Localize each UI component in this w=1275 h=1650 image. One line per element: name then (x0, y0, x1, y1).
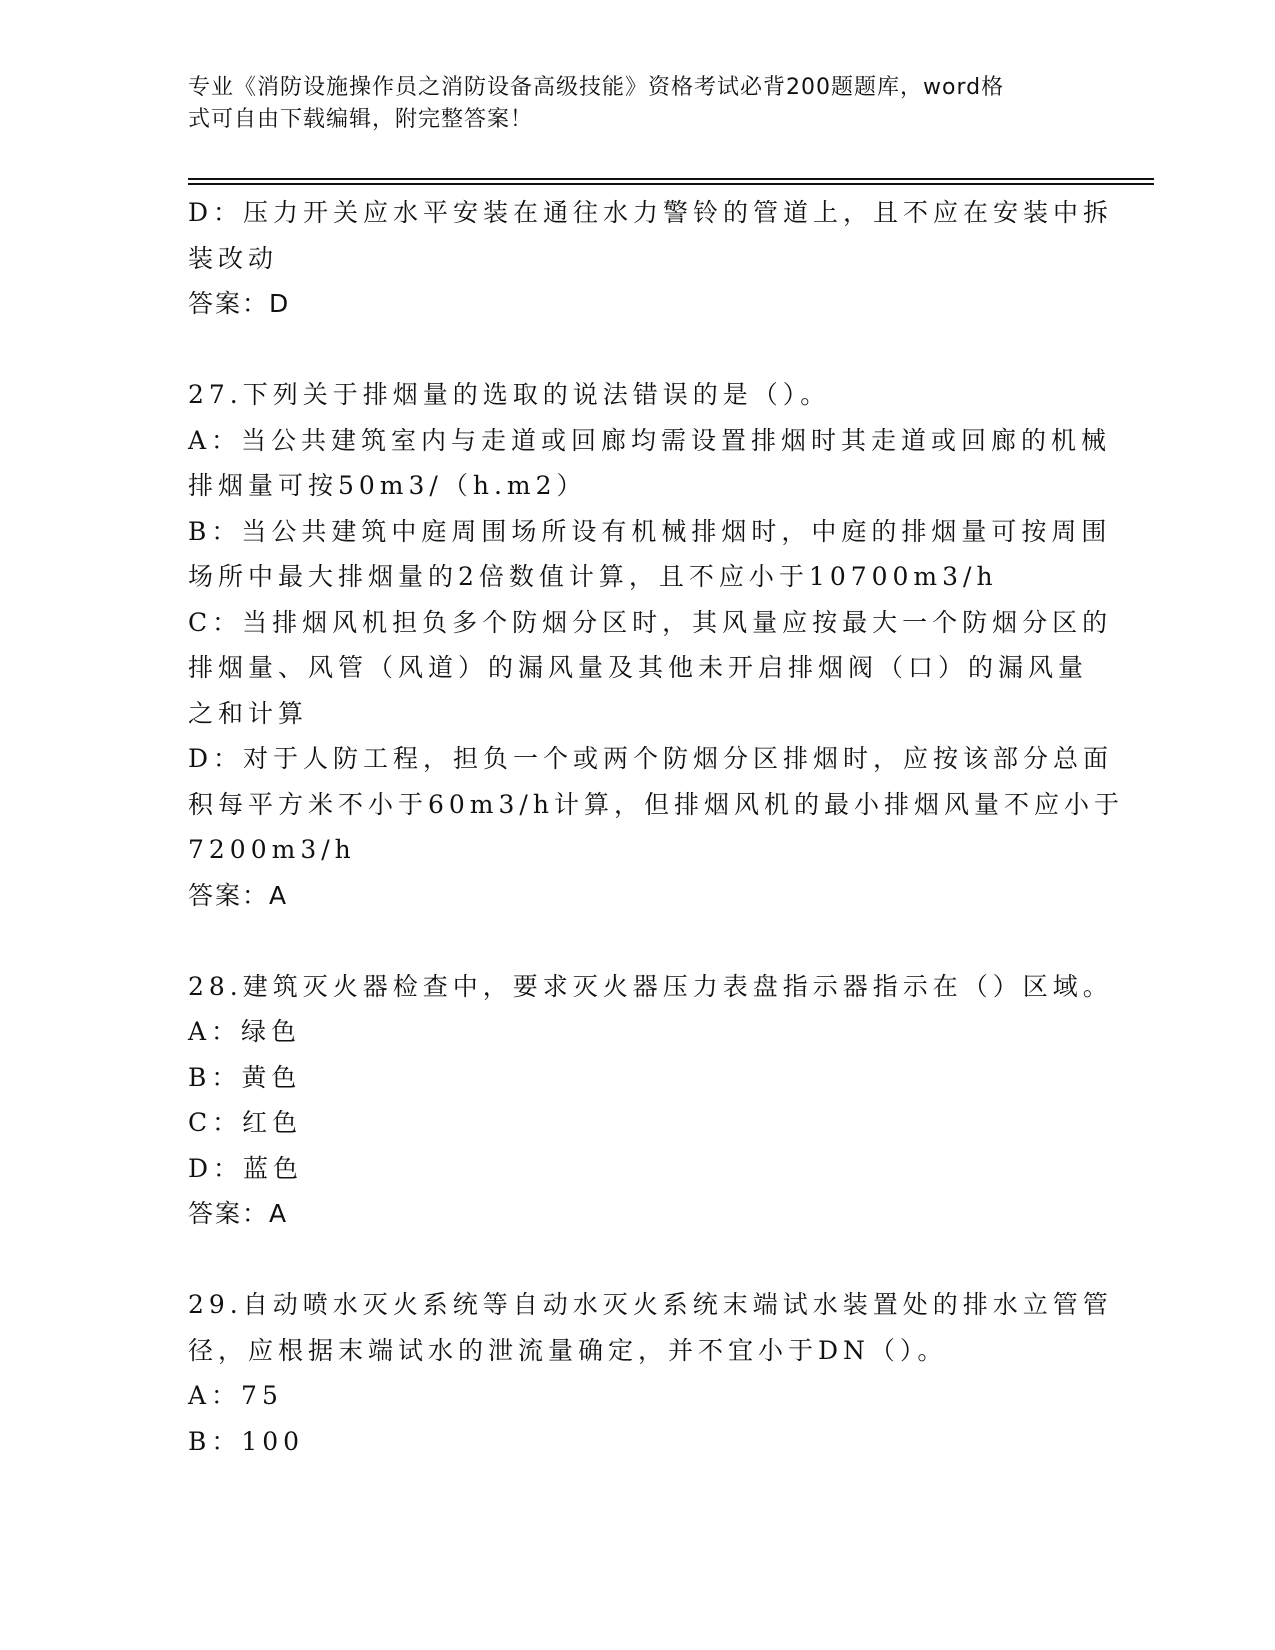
question-27-option-b-line-1: B：当公共建筑中庭周围场所设有机械排烟时，中庭的排烟量可按周围 (188, 516, 1112, 546)
question-29-option-b: B：100 (188, 1426, 305, 1456)
question-29-stem-line-1: 29.自动喷水灭火系统等自动水灭火系统末端试水装置处的排水立管管 (188, 1290, 1113, 1319)
question-27-option-a-line-1: A：当公共建筑室内与走道或回廊均需设置排烟时其走道或回廊的机械 (188, 425, 1112, 455)
document-header (188, 72, 1068, 136)
spacer (188, 1237, 1088, 1283)
header-line-1: 专业《消防设施操作员之消防设备高级技能》资格考试必背200题题库，word格 (188, 75, 1005, 100)
question-27-option-c-line-2: 排烟量、风管（风道）的漏风量及其他未开启排烟阀（口）的漏风量 (188, 653, 1089, 682)
option-d-line-2: 装改动 (188, 243, 279, 273)
question-28-answer: 答案：A (188, 1199, 289, 1228)
header-divider-bottom (188, 183, 1154, 185)
question-27-option-a-line-2: 排烟量可按50m3/（h.m2） (188, 471, 587, 500)
header-divider-top (188, 178, 1154, 180)
question-28-stem: 28.建筑灭火器检查中，要求灭火器压力表盘指示器指示在（）区域。 (188, 971, 1113, 1001)
question-27-option-d-line-1: D：对于人防工程，担负一个或两个防烟分区排烟时，应按该部分总面 (188, 744, 1114, 773)
question-29-option-a: A：75 (188, 1381, 283, 1410)
prev-question-tail (188, 190, 1114, 327)
header-line-2: 式可自由下载编辑，附完整答案！ (188, 107, 534, 132)
question-28-option-c: C：红色 (188, 1108, 303, 1137)
option-d-line-1: D：压力开关应水平安装在通往水力警铃的管道上，且不应在安装中拆 (188, 198, 1114, 227)
spacer (188, 327, 1088, 373)
answer-line: 答案：D (188, 289, 291, 318)
question-27-option-c-line-3: 之和计算 (188, 698, 309, 728)
question-27-option-b-line-2: 场所中最大排烟量的2倍数值计算，且不应小于10700m3/h (188, 562, 998, 591)
question-28 (188, 964, 1113, 1237)
question-content (188, 190, 1124, 1464)
spacer (188, 918, 1088, 964)
question-27-answer: 答案：A (188, 880, 289, 910)
question-28-option-b: B：黄色 (188, 1062, 302, 1092)
question-28-option-d: D：蓝色 (188, 1153, 304, 1183)
question-27-option-d-line-3: 7200m3/h (188, 835, 356, 864)
question-27-stem: 27.下列关于排烟量的选取的说法错误的是（）。 (188, 380, 831, 409)
question-27-option-d-line-2: 积每平方米不小于60m3/h计算，但排烟风机的最小排烟风量不应小于 (188, 789, 1124, 819)
question-28-option-a: A：绿色 (188, 1017, 302, 1046)
question-29 (188, 1282, 1113, 1464)
question-27 (188, 372, 1124, 918)
question-29-stem-line-2: 径，应根据末端试水的泄流量确定，并不宜小于DN（）。 (188, 1335, 948, 1365)
question-27-option-c-line-1: C：当排烟风机担负多个防烟分区时，其风量应按最大一个防烟分区的 (188, 607, 1113, 637)
